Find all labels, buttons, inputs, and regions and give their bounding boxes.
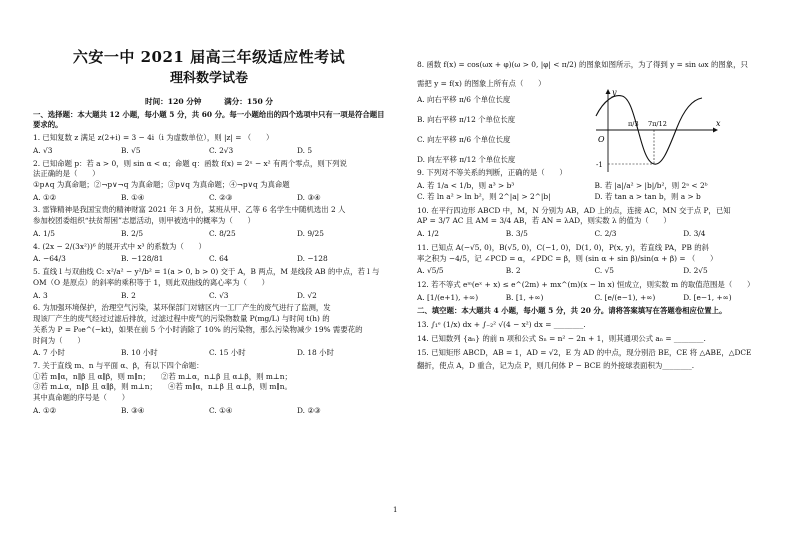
- question-line: 6. 为加强环境保护，治理空气污染，某环保部门对辖区内一工厂产生的废气进行了监测，发: [33, 303, 331, 313]
- question-line: 10. 在平行四边形 ABCD 中，M，N 分别为 AB，AD 上的点，连接 AC，MN 交于点 P，已知: [417, 205, 731, 215]
- fill-question: 15. 已知矩形 ABCD，AB = 1，AD = √2，E 为 AD 的中点，现分别沿 BE，CE 将 △ABE，△DCE: [417, 347, 752, 357]
- option: D. 5: [297, 145, 313, 155]
- options-row: [33, 291, 385, 302]
- option: C. 8/25: [209, 228, 236, 238]
- fill-question: 14. 已知数列 {aₙ} 的前 n 项和公式 Sₙ = n² − 2n + 1，则其通项公式 aₙ = ________.: [417, 333, 706, 343]
- option: A. −64/3: [33, 254, 66, 264]
- tick-label-2: 7π/12: [648, 120, 667, 128]
- right-questions: [417, 168, 772, 303]
- option: D. −128: [297, 254, 328, 264]
- question-line: 11. 已知点 A(−√5, 0)，B(√5, 0)，C(−1, 0)，D(1, 0)，P(x, y)，若直线 PA，PB 的斜: [417, 242, 710, 252]
- x-axis-label: x: [716, 119, 721, 128]
- option: A. 1/2: [417, 229, 439, 239]
- ymin-label: -1: [596, 161, 603, 169]
- option: D. 2√5: [683, 266, 708, 276]
- exam-title: 六安一中 2021 届高三年级适应性考试: [72, 48, 346, 66]
- fill-question: 13. ∫₁ᵉ (1/x) dx + ∫₋₂² √(4 − x²) dx = ________.: [417, 320, 586, 330]
- origin-label: O: [598, 135, 605, 144]
- question-line: 3. 雷锋精神是我国宝贵的精神财富 2021 年 3 月份，某班从甲、乙等 6 名学生中随机选出 2 人: [33, 205, 346, 215]
- option: B. [1, +∞): [505, 292, 544, 302]
- question-line: 参加校团委组织“扶贫帮困”志愿活动，则甲被选中的概率为（ ）: [33, 216, 255, 226]
- question-line: 8. 函数 f(x) = cos(ωx + φ)(ω > 0, |φ| < π/2) 的图象如图所示，为了得到 y = sin ωx 的图象，只: [417, 60, 748, 69]
- option: B. 2: [505, 266, 521, 276]
- x-axis-arrow: [713, 128, 718, 133]
- y-axis-label: y: [612, 88, 617, 97]
- left-column: [33, 0, 385, 417]
- option: B. 3/5: [505, 229, 528, 239]
- option: C. ②③: [209, 192, 233, 202]
- option: A. 1/5: [33, 228, 55, 238]
- option: A. √5/5: [417, 266, 444, 276]
- option: C. √3: [209, 290, 229, 300]
- score-label: 满分：150 分: [224, 96, 273, 106]
- question-line: 法正确的是（ ）: [33, 169, 100, 179]
- option: A. 3: [33, 290, 48, 300]
- option: A. 7 小时: [33, 348, 65, 358]
- option: A. ①②: [33, 405, 57, 415]
- question-line: 关系为 P = P₀e^(−kt)，如果在前 5 个小时消除了 10% 的污染物，那么污染物减少 19% 需要花的: [33, 324, 363, 334]
- option: D. ③④: [297, 192, 321, 202]
- option: C. 若 ln a² > ln b²，则 2^|a| > 2^|b|: [417, 191, 551, 201]
- question-line: 现该厂产生的废气经过过滤后排放，过滤过程中废气的污染物数量 P(mg/L) 与时间 t(h) 的: [33, 314, 330, 324]
- question-line: ①p∧q 为真命题；②¬p∨¬q 为真命题；③p∨q 为真命题；④¬p∨q 为真命题: [33, 180, 290, 189]
- options-row: [417, 181, 772, 202]
- question-6: [33, 303, 385, 359]
- fill-question: 翻折，使点 A，D 重合，记为点 P，则几何体 P − BCE 的外接球表面积为________.: [417, 361, 695, 371]
- question-line: 其中真命题的序号是（ ）: [33, 393, 130, 403]
- option: A. √3: [33, 145, 53, 155]
- option: A. 若 1/a < 1/b，则 a³ > b³: [417, 181, 515, 191]
- section-fill-header: 二、填空题：本大题共 4 小题，每小题 5 分，共 20 分。请将答案填写在答题卷相应位置上。: [417, 306, 727, 316]
- options-row: [33, 406, 385, 417]
- option: B. 10 小时: [121, 348, 158, 358]
- option: D. ②③: [297, 405, 321, 415]
- cosine-graph: [594, 86, 724, 174]
- option: D. 9/25: [297, 228, 324, 238]
- exam-subtitle: 理科数学试卷: [169, 70, 248, 86]
- question-1: [33, 133, 385, 156]
- options-row: [33, 146, 385, 157]
- option: D. 18 小时: [297, 348, 334, 358]
- exam-time-score: [33, 96, 385, 107]
- option: D. 向左平移 π/12 个单位长度: [417, 154, 516, 164]
- option: B. ③④: [121, 405, 145, 415]
- options-row: [417, 229, 772, 240]
- options-row: [33, 348, 385, 359]
- question-line: ③若 m⊥α，n∥β 且 α∥β，则 m⊥n； ④若 m∥α，n⊥β 且 α⊥β，则 m∥n。: [33, 382, 292, 392]
- option: B. 向右平移 π/12 个单位长度: [417, 115, 516, 125]
- question-11: [417, 243, 772, 277]
- question-line: ①若 m∥α，n∥β 且 α∥β，则 m∥n； ②若 m⊥α，n⊥β 且 α⊥β，则 m⊥n；: [33, 371, 292, 381]
- question-line: 4. (2x − 2/(3x²))⁶ 的展开式中 x³ 的系数为（ ）: [33, 241, 206, 251]
- question-5: [33, 267, 385, 301]
- option: B. 2/5: [121, 228, 144, 238]
- option: D. [e−1, +∞): [683, 292, 732, 302]
- right-column: [417, 0, 772, 372]
- option: A. ①②: [33, 192, 57, 202]
- question-line: 12. 若不等式 eᵐ(eˣ + x) ≤ e^(2m) + mx^(m)(x − ln x) 恒成立，则实数 m 的取值范围是（ ）: [417, 280, 755, 290]
- question-line: 时间为（ ）: [33, 335, 85, 345]
- y-axis-arrow: [606, 89, 611, 94]
- option: B. −128/81: [121, 254, 164, 264]
- question-line: 1. 已知复数 z 满足 z(2+i) = 3 − 4i（i 为虚数单位），则 |z| = （ ）: [33, 133, 274, 143]
- option: D. 3/4: [683, 229, 706, 239]
- option: C. ①④: [209, 405, 233, 415]
- left-questions: [33, 133, 385, 417]
- option: C. [e/(e−1), +∞): [594, 292, 656, 302]
- section-choice-header: 一、选择题：本大题共 12 小题，每小题 5 分，共 60 分。每一小题给出的四个选项中只有一项是符合题目要求的。: [33, 109, 385, 130]
- question-2: [33, 159, 385, 204]
- page-number: 1: [393, 506, 398, 514]
- option: B. 若 |a|/a² > |b|/b²，则 2ᵃ < 2ᵇ: [594, 181, 708, 191]
- question-4: [33, 242, 385, 265]
- option: D. √2: [297, 290, 317, 300]
- question-line: OM（O 是原点）的斜率的乘积等于 1，则此双曲线的离心率为（ ）: [33, 277, 270, 287]
- options-row: [33, 229, 385, 240]
- question-3: [33, 205, 385, 239]
- option: C. 向左平移 π/6 个单位长度: [417, 134, 511, 144]
- option: D. 若 tan a > tan b，则 a > b: [594, 191, 701, 201]
- option: A. [1/(e+1), +∞): [417, 292, 479, 302]
- option: C. 64: [209, 254, 229, 264]
- options-row: [33, 193, 385, 204]
- option: B. √5: [121, 145, 141, 155]
- time-label: 时间：120 分钟: [145, 96, 202, 106]
- question-line: 需把 y = f(x) 的图象上所有点（ ）: [417, 78, 546, 88]
- option: B. ①④: [121, 192, 145, 202]
- option: B. 2: [121, 290, 136, 300]
- option: C. 2/3: [594, 229, 617, 239]
- question-line: 7. 关于直线 m、n 与平面 α、β，有以下四个命题：: [33, 361, 204, 371]
- question-line: 2. 已知命题 p：若 a > 0，则 sin α < α；命题 q：函数 f(x) = 2ˣ − x² 有两个零点，则下列说: [33, 158, 347, 168]
- options-row: [33, 254, 385, 265]
- question-7: [33, 361, 385, 417]
- tick-label-1: π/3: [628, 120, 639, 128]
- options-row: [417, 266, 772, 277]
- option: C. √5: [594, 266, 615, 276]
- question-line: 率之积为 −4/5，记 ∠PCD = α，∠PDC = β，则 (sin α + sin β)/sin(α + β) = （ ）: [417, 253, 718, 263]
- question-line: 9. 下列对不等关系的判断，正确的是（ ）: [417, 168, 567, 178]
- question-line: AP = 3/7 AC 且 AM = 3/4 AB，若 AN = λAD，则实数 λ 的值为（ ）: [417, 216, 671, 226]
- options-row: [417, 293, 772, 304]
- question-12: [417, 280, 772, 303]
- option: C. 15 小时: [209, 348, 246, 358]
- option: C. 2√3: [209, 145, 234, 155]
- question-10: [417, 206, 772, 240]
- question-line: 5. 直线 l 与双曲线 C: x²/a² − y²/b² = 1(a > 0, b > 0) 交于 A，B 两点，M 是线段 AB 的中点，若 l 与: [33, 267, 380, 277]
- option: A. 向右平移 π/6 个单位长度: [417, 95, 511, 105]
